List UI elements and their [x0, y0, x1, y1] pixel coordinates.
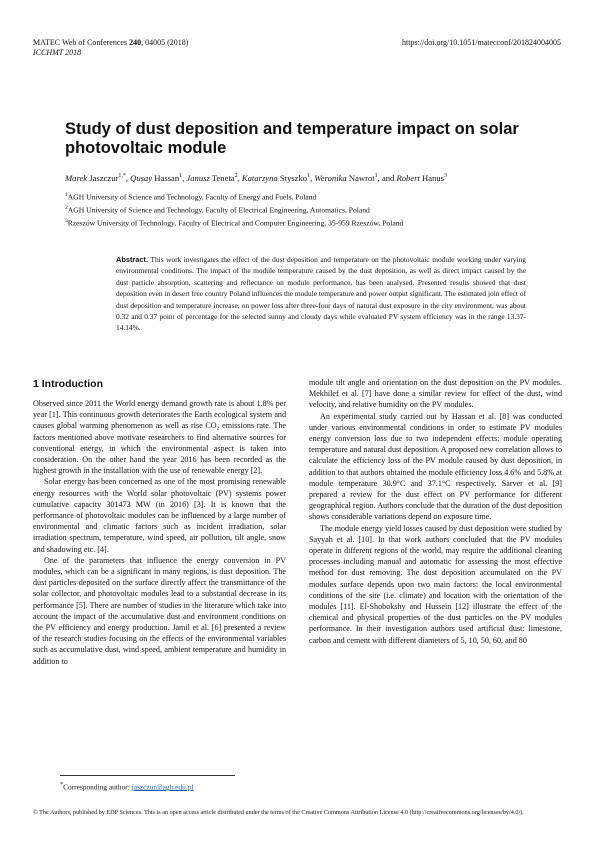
paragraph: Observed since 2011 the World energy demand growth rate is about 1.8% per year [1]. This continuous growth deteriorates the Earth ecological system and causes global warming phenomenon as well as rise CO₂ emissions rate. The factors mentioned above motivate researchers to find alternative sources for conventional energy, in which the environmental aspect is taken into consideration. On the other hand the year 2016 has been recorded as the highest growth in the installation with the use of renewable energy [2]. — [33, 399, 286, 476]
conference-name: ICCHMT 2018 — [33, 48, 82, 57]
email-link[interactable]: jaszczur@agh.edu.pl — [131, 782, 194, 792]
author: Janusz Teneta$^2$, — [186, 172, 242, 183]
footnote: *Corresponding author: jaszczur@agh.edu.pl — [60, 782, 194, 792]
author-list — [65, 171, 535, 184]
paragraph: The module energy yield losses caused by dust deposition were studied by Sayyah et al. [10]. In that work authors concluded that the PV modules operate in different regions of the world, may require the additional cleaning processes including manual and automatic for assessing the most effective method for dust removing. The dust deposition accumulated on the PV modules surface depends upon two main factors: the local environmental conditions of the site (i.e. climate) and location with the orientation of the modules [11]. El-Shobokshy and Hussein [12] illustrate the effect of the chemical and physical properties of the dust particles on the PV modules performance. In their investigation authors used artificial dust: limestone, carbon and cement with different diameters of 5, 10, 50, 60, and 80 — [309, 523, 562, 645]
right-column — [309, 377, 562, 646]
author: Robert Hanus$^3$ — [396, 172, 448, 183]
abstract — [116, 254, 526, 334]
doi-link[interactable]: https://doi.org/10.1051/matecconf/201824004005 — [402, 38, 561, 47]
footnote-divider — [60, 775, 235, 776]
paper-title: Study of dust deposition and temperature impact on solar photovoltaic module — [65, 120, 519, 157]
affiliation: $^1$AGH University of Science and Technology, Faculty of Energy and Fuels, Poland — [65, 192, 317, 202]
author: Katarzyna Styszko$^1$, — [241, 172, 315, 183]
abstract-text: This work investigates the effect of the dust deposition and temperature on the photovoltaic module working under varying environmental conditions. The impact of the module temperature caused by the dust deposition, as well as direct impact caused by the dust particle absorption, scattering and reflectance on module performance, has been analysed. Presented results showed that dust deposition even in desert free country Poland influences the module temperature and power output significant. The estimated join effect of dust deposition and temperature increase, on power loss after three-four days of natural dust exposure in the city environment, was about 0.32 and 0.37 point of percentage for the selected sunny and cloudy days while evaluated PV system efficiency was in the range 13.37-14.14%. — [116, 255, 526, 333]
paragraph: Solar energy has been concerned as one of the most promising renewable energy resources with the World solar photovoltaic (PV) systems power cumulative capacity 301473 MW (in 2016) [3]. It is known that the performance of photovoltaic modules can be influenced by a large number of environmental and climatic factors such as incident irradiation, solar irradiation spectrum, temperature, wind speed, air pollution, tilt angle, snow and shadowing etc. [4]. — [33, 477, 286, 554]
affiliations — [65, 190, 535, 229]
section-heading: 1 Introduction — [33, 378, 103, 390]
author: Qusay Hassan$^1$, — [130, 172, 187, 183]
journal-citation: MATEC Web of Conferences 240, 04005 (2018) — [33, 38, 189, 47]
author: Weronika Nawrot$^1$, and — [314, 172, 397, 183]
paragraph: One of the parameters that influence the energy conversion in PV modules, which can be a significant in many regions, is dust deposition. The dust particles deposited on the surface directly affect the transmittance of the solar collector, and photovoltaic modules lead to a substantial decrease in its performance [5]. There are number of studies in the literature which take into account the impact of the accumulative dust and environment conditions on the PV efficiency and energy production. Jamil et al. [6] presented a review of the research studies focusing on the effects of the environmental variables such as accumulative dust, wind speed, ambient temperature and humidity in addition to — [33, 555, 286, 666]
affiliation: $^3$Rzeszów University of Technology, Faculty of Electrical and Computer Engineering, 35-959 Rzeszów, Poland — [65, 217, 404, 228]
paragraph: module tilt angle and orientation on the dust deposition on the PV modules. Mekhilef et al. [7] have done a similar review for effect of the dust, wind velocity, and relative humidity on the PV modules. — [309, 378, 562, 410]
running-header-left — [33, 38, 188, 58]
paragraph: An experimental study carried out by Hassan et al. [8] was conducted under various environmental conditions in order to estimate PV modules energy conversion loss due to two independent effects: module operating temperature and natural dust deposition. A proposed new correlation allows to calculate the efficiency loss of the PV module caused by dust deposition, in addition to that authors obtained the module efficiency loss 4.6% and 5.8% at module temperature 30.9°C and 37.1°C respectively. Sarver et al. [9] prepared a review for the dust effect on PV performance for different geographical region. Authors conclude that the duration of the dust deposition shows considerable variations depend on exposure time. — [309, 411, 562, 522]
abstract-label: Abstract. — [116, 255, 149, 264]
license-footer: © The Authors, published by EDP Sciences. This is an open access article distributed under the terms of the Creative Commons Attribution License 4.0 (http://creativecommons.org/licenses/by/4.0/). — [33, 809, 524, 816]
author: Marek Jaszczur$^{1,*}$, — [65, 172, 131, 183]
affiliation: $^2$AGH University of Science and Technology, Faculty of Electrical Engineering, Automatics, Poland — [65, 204, 370, 215]
left-column — [33, 377, 286, 667]
